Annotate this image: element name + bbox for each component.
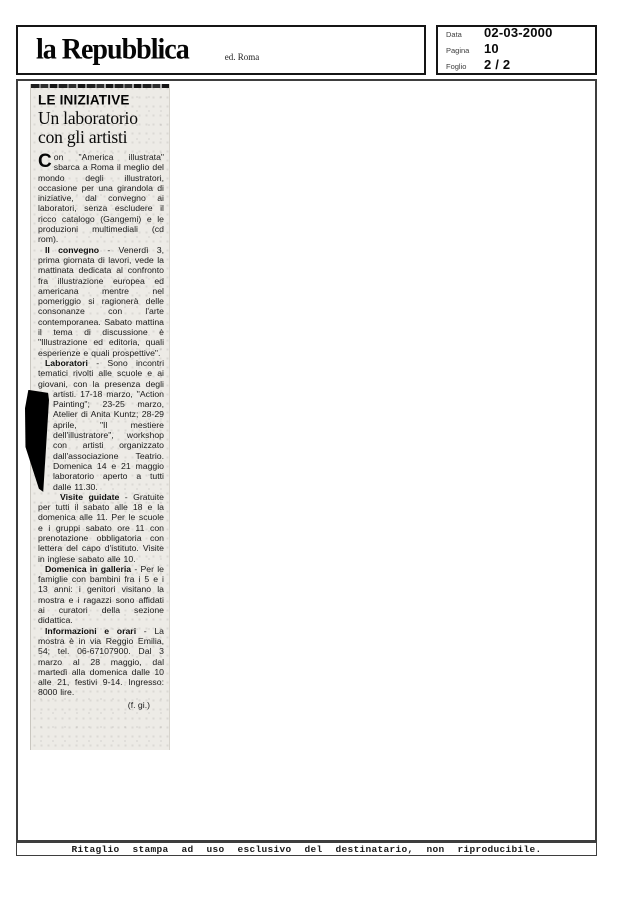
article-paragraph: Con "America illustrata" sbarca a Roma il meglio del mondo degli illustratori, occasione per una girandola di iniziative, dal convegno ai laboratori, senza escludere il ricco catalogo (Gangemi) e le produzioni multimediali (cd rom).	[38, 151, 164, 245]
paragraph-lead: Informazioni e orari	[45, 625, 144, 636]
meta-row-foglio	[446, 58, 595, 74]
article-paragraph: Laboratori - Sono incontri tematici rivolti alle scuole e ai giovani, con la presenza degli artisti. 17- 18 marzo, "Action Painting"; 23-25 marzo, Atelier di Anita Kuntz; 28-29 aprile, "Il mestiere dell'illustratore", workshop con artisti organizzato dall'associazione Teatrio. Domenica 14 e 21 maggio laboratorio aperto a tutti dalle 11.30.	[38, 358, 164, 492]
paragraph-lead: Laboratori	[45, 357, 97, 368]
article-kicker: LE INIZIATIVE	[38, 92, 130, 108]
masthead-box	[16, 25, 426, 75]
footer-disclaimer: Ritaglio stampa ad uso esclusivo del destinatario, non riproducibile.	[71, 843, 542, 855]
article-paragraph: Il convegno - Venerdì 3, prima giornata di lavori, vede la mattinata dedicata al confronto fra illustrazione europea ed americana mentre nel pomeriggio si ragionerà delle consonanze con l'arte contemporanea. Sabato mattina il tema di discussione è "Illustrazione ed editoria, quali esperienze e quali prospettive".	[38, 244, 164, 358]
paragraph-lead: Domenica in galleria	[45, 563, 135, 574]
meta-value: 10	[484, 41, 499, 56]
article-paragraph: Informazioni e orari - La mostra è in via Reggio Emilia, 54; tel. 06-67107900. Dal 3 marzo al 28 maggio, dal martedì alla domenica dalle 10 alle 21, festivi 9-14. Ingresso: 8000 lire.	[38, 625, 164, 698]
meta-row-pagina	[446, 42, 595, 58]
paragraph-lead: Il convegno	[45, 244, 108, 255]
meta-value: 2 / 2	[484, 57, 511, 72]
article-headline: Un laboratorio con gli artisti	[38, 108, 138, 147]
newspaper-logo: la Repubblica	[36, 33, 189, 66]
drop-cap: C	[38, 151, 52, 172]
paragraph-lead: Visite guidate	[60, 491, 125, 502]
meta-row-data	[446, 26, 595, 42]
article-signature: (f. gi.)	[127, 699, 150, 710]
meta-label: Pagina	[446, 46, 470, 55]
article-paragraph: Domenica in galleria - Per le famiglie con bambini fra i 5 e i 13 anni: i genitori visitano la mostra e i ragazzi sono affidati ai curatori della sezione didattica.	[38, 563, 164, 626]
edition-label: ed. Roma	[224, 52, 260, 62]
footer-strip	[16, 842, 597, 856]
newspaper-clipping	[30, 84, 170, 750]
torn-edge-artifact	[31, 84, 169, 88]
meta-label: Foglio	[446, 62, 467, 71]
article-paragraph: Visite guidate - Gratuite per tutti il sabato alle 18 e la domenica alle 11. Per le scuole e i gruppi sabato ore 11 con prenotazione obbligatoria con lettera del capo d'istituto. Visite in inglese sabato alle 10.	[38, 491, 164, 564]
meta-label: Data	[446, 30, 462, 39]
metadata-box	[436, 25, 597, 75]
meta-value: 02-03-2000	[484, 25, 553, 40]
article-body	[38, 152, 164, 698]
